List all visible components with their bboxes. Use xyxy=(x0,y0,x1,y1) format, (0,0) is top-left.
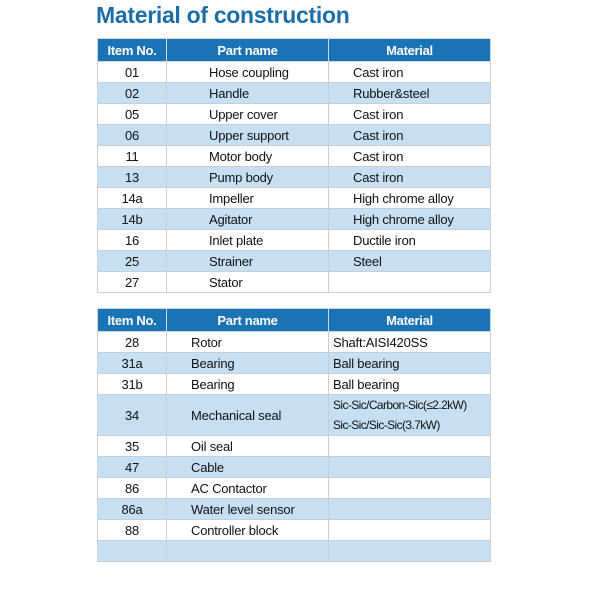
item-no-cell: 01 xyxy=(98,62,167,83)
item-no-cell: 02 xyxy=(98,83,167,104)
material-cell: Cast iron xyxy=(329,62,491,83)
item-no-cell: 35 xyxy=(98,436,167,457)
material-cell: Cast iron xyxy=(329,125,491,146)
part-name-cell: Cable xyxy=(167,457,329,478)
table-row xyxy=(98,62,491,83)
table-row xyxy=(98,520,491,541)
part-name-cell xyxy=(167,541,329,562)
table-row xyxy=(98,478,491,499)
item-no-cell: 14b xyxy=(98,209,167,230)
part-name-cell: Inlet plate xyxy=(167,230,329,251)
part-name-cell: Controller block xyxy=(167,520,329,541)
table-row xyxy=(98,167,491,188)
item-no-cell: 16 xyxy=(98,230,167,251)
material-line: Sic-Sic/Sic-Sic(3.7kW) xyxy=(333,418,440,432)
table-row xyxy=(98,104,491,125)
part-name-cell: Upper cover xyxy=(167,104,329,125)
material-cell: Ductile iron xyxy=(329,230,491,251)
table-row xyxy=(98,188,491,209)
table-row xyxy=(98,332,491,353)
material-cell: Ball bearing xyxy=(329,353,491,374)
part-name-cell: Pump body xyxy=(167,167,329,188)
page-title: Material of construction xyxy=(96,2,350,28)
item-no-cell: 13 xyxy=(98,167,167,188)
header-part-name: Part name xyxy=(167,309,329,332)
material-cell xyxy=(329,499,491,520)
part-name-cell: Bearing xyxy=(167,353,329,374)
item-no-cell: 86 xyxy=(98,478,167,499)
material-cell xyxy=(329,436,491,457)
part-name-cell: Hose coupling xyxy=(167,62,329,83)
item-no-cell: 88 xyxy=(98,520,167,541)
table-row xyxy=(98,83,491,104)
material-line: Sic-Sic/Carbon-Sic(≤2.2kW) xyxy=(333,398,467,412)
material-cell xyxy=(329,272,491,293)
table-row xyxy=(98,436,491,457)
part-name-cell: Mechanical seal xyxy=(167,395,329,436)
part-name-cell: Oil seal xyxy=(167,436,329,457)
header-material: Material xyxy=(329,309,491,332)
material-cell xyxy=(329,520,491,541)
table-row xyxy=(98,272,491,293)
table-row xyxy=(98,251,491,272)
item-no-cell: 28 xyxy=(98,332,167,353)
header-item-no: Item No. xyxy=(98,39,167,62)
item-no-cell: 05 xyxy=(98,104,167,125)
item-no-cell: 14a xyxy=(98,188,167,209)
item-no-cell xyxy=(98,541,167,562)
item-no-cell: 27 xyxy=(98,272,167,293)
material-cell xyxy=(329,395,491,436)
material-cell: Rubber&steel xyxy=(329,83,491,104)
material-cell xyxy=(329,457,491,478)
material-cell xyxy=(329,541,491,562)
table-row xyxy=(98,230,491,251)
part-name-cell: Water level sensor xyxy=(167,499,329,520)
materials-table-1 xyxy=(97,38,491,293)
item-no-cell: 31a xyxy=(98,353,167,374)
material-cell: Ball bearing xyxy=(329,374,491,395)
table-row xyxy=(98,457,491,478)
material-cell xyxy=(329,478,491,499)
item-no-cell: 34 xyxy=(98,395,167,436)
item-no-cell: 11 xyxy=(98,146,167,167)
table-row xyxy=(98,146,491,167)
table-row xyxy=(98,499,491,520)
part-name-cell: Handle xyxy=(167,83,329,104)
material-cell: Cast iron xyxy=(329,146,491,167)
part-name-cell: Impeller xyxy=(167,188,329,209)
materials-table-2 xyxy=(97,308,491,562)
table-row xyxy=(98,125,491,146)
part-name-cell: Strainer xyxy=(167,251,329,272)
item-no-cell: 06 xyxy=(98,125,167,146)
material-cell: Cast iron xyxy=(329,167,491,188)
header-part-name: Part name xyxy=(167,39,329,62)
table-row xyxy=(98,353,491,374)
part-name-cell: AC Contactor xyxy=(167,478,329,499)
table-row xyxy=(98,209,491,230)
table-row xyxy=(98,395,491,436)
part-name-cell: Upper support xyxy=(167,125,329,146)
material-cell: Cast iron xyxy=(329,104,491,125)
header-material: Material xyxy=(329,39,491,62)
material-cell: High chrome alloy xyxy=(329,188,491,209)
header-item-no: Item No. xyxy=(98,309,167,332)
table-header-row xyxy=(98,309,491,332)
part-name-cell: Agitator xyxy=(167,209,329,230)
table-header-row xyxy=(98,39,491,62)
table-row xyxy=(98,541,491,562)
item-no-cell: 47 xyxy=(98,457,167,478)
table-row xyxy=(98,374,491,395)
item-no-cell: 31b xyxy=(98,374,167,395)
item-no-cell: 25 xyxy=(98,251,167,272)
part-name-cell: Rotor xyxy=(167,332,329,353)
material-cell: Shaft:AISI420SS xyxy=(329,332,491,353)
part-name-cell: Stator xyxy=(167,272,329,293)
material-cell: High chrome alloy xyxy=(329,209,491,230)
part-name-cell: Motor body xyxy=(167,146,329,167)
part-name-cell: Bearing xyxy=(167,374,329,395)
material-cell: Steel xyxy=(329,251,491,272)
item-no-cell: 86a xyxy=(98,499,167,520)
